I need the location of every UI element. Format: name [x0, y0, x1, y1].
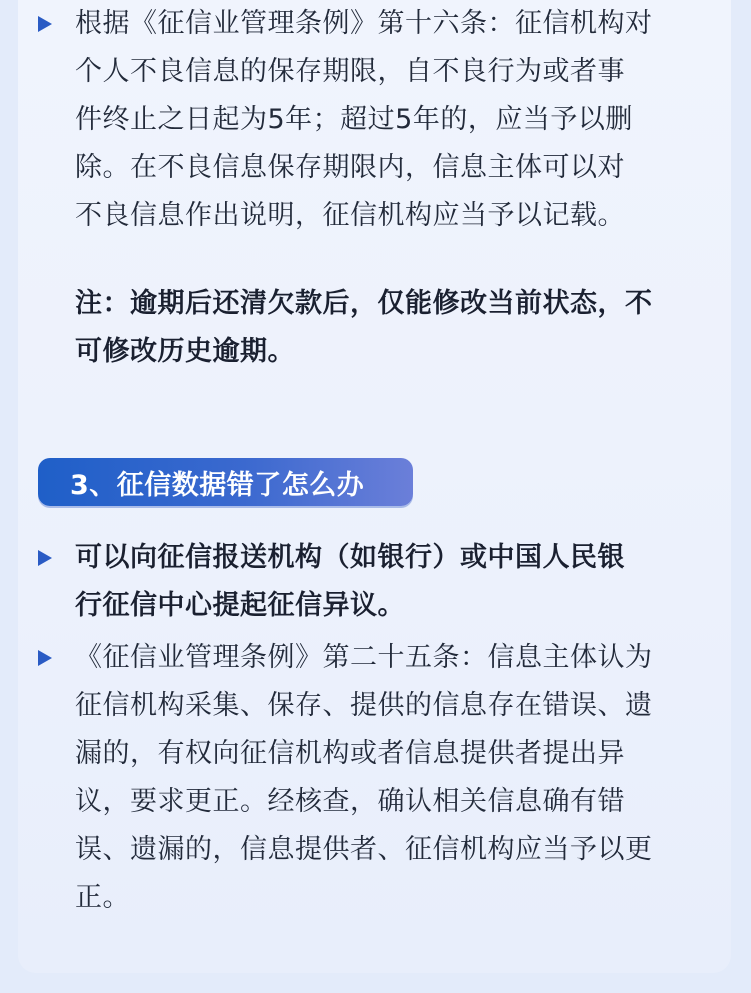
section-header-3	[38, 458, 413, 506]
section-title: 3、征信数据错了怎么办	[70, 469, 365, 501]
paragraph-line: 议，要求更正。经核查，确认相关信息确有错	[75, 786, 625, 817]
paragraph-line: 行征信中心提起征信异议。	[75, 590, 405, 621]
regulation-paragraph-25	[75, 634, 715, 922]
note-line: 注：逾期后还清欠款后，仅能修改当前状态，不	[75, 288, 653, 319]
paragraph-line: 除。在不良信息保存期限内，信息主体可以对	[75, 152, 625, 183]
objection-paragraph	[75, 534, 715, 630]
paragraph-line: 可以向征信报送机构（如银行）或中国人民银	[75, 542, 625, 573]
paragraph-line: 个人不良信息的保存期限，自不良行为或者事	[75, 56, 625, 87]
paragraph-line: 《征信业管理条例》第二十五条：信息主体认为	[75, 642, 653, 673]
note-line: 可修改历史逾期。	[75, 336, 295, 367]
paragraph-line: 征信机构采集、保存、提供的信息存在错误、遗	[75, 690, 653, 721]
bullet-arrow-icon	[38, 550, 52, 566]
regulation-paragraph-16	[75, 0, 715, 240]
paragraph-line: 漏的，有权向征信机构或者信息提供者提出异	[75, 738, 625, 769]
content-card	[18, 0, 731, 973]
paragraph-line: 根据《征信业管理条例》第十六条：征信机构对	[75, 8, 653, 39]
paragraph-line: 正。	[75, 882, 130, 913]
paragraph-line: 不良信息作出说明，征信机构应当予以记载。	[75, 200, 625, 231]
paragraph-line: 误、遗漏的，信息提供者、征信机构应当予以更	[75, 834, 653, 865]
note-paragraph	[75, 280, 715, 376]
bullet-arrow-icon	[38, 16, 52, 32]
paragraph-line: 件终止之日起为5年；超过5年的，应当予以删	[75, 104, 633, 135]
bullet-arrow-icon	[38, 650, 52, 666]
